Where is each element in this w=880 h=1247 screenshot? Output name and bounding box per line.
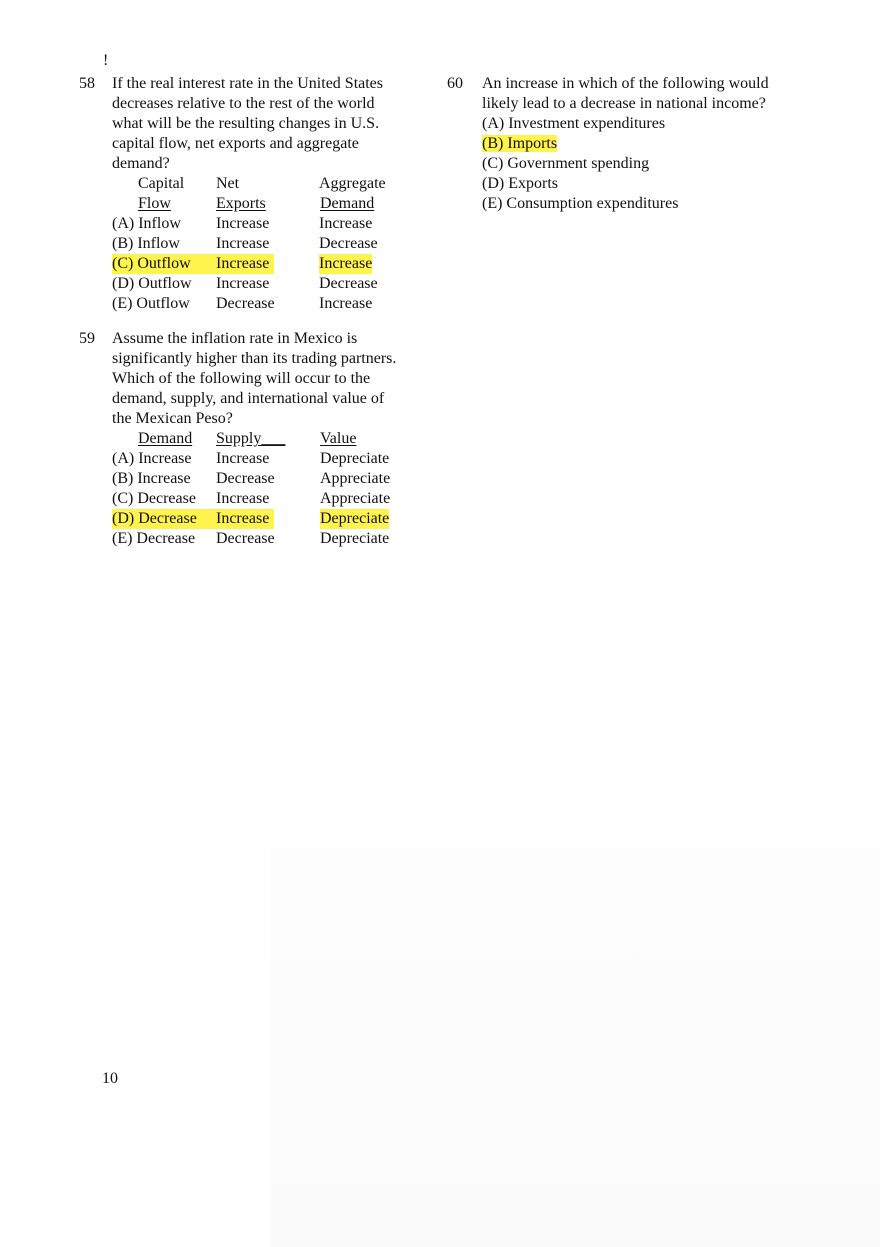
question-59-number: 59 <box>79 330 95 347</box>
answer-option-c-highlighted <box>112 254 412 274</box>
option-label: (C) Outflow <box>112 254 216 274</box>
answer-option-c <box>482 154 678 174</box>
table-header-row <box>112 429 412 449</box>
option-value: Decrease <box>216 295 275 312</box>
option-label: (E) Decrease <box>112 530 196 547</box>
question-58-answer-table <box>112 174 412 314</box>
option-value: Decrease <box>319 275 378 292</box>
option-label: (A) Inflow <box>112 215 181 232</box>
option-text: (A) Investment expenditures <box>482 115 666 132</box>
table-header-row <box>112 174 412 194</box>
question-58-line: decreases relative to the rest of the world <box>112 95 375 112</box>
option-value: Depreciate <box>320 530 390 547</box>
column-header: Exports <box>216 195 266 212</box>
option-value: Depreciate <box>320 510 390 527</box>
option-value: Appreciate <box>320 490 391 507</box>
column-header: Supply___ <box>216 430 286 447</box>
option-value: Increase <box>216 450 270 467</box>
question-60-options <box>482 114 678 214</box>
answer-option-e <box>112 294 412 314</box>
question-59-text <box>112 329 396 429</box>
answer-option-a <box>482 114 678 134</box>
column-header: Demand <box>138 430 193 447</box>
question-58-number: 58 <box>79 75 95 92</box>
option-label: (B) Inflow <box>112 235 180 252</box>
answer-option-a <box>112 449 412 469</box>
option-label: (D) Decrease <box>112 509 216 529</box>
page-marker: ! <box>103 52 109 69</box>
column-header: Aggregate <box>319 175 386 192</box>
option-value: Increase <box>216 509 274 529</box>
option-value: Increase <box>319 215 373 232</box>
question-58-line: If the real interest rate in the United States <box>112 75 384 92</box>
option-text: (C) Government spending <box>482 155 650 172</box>
question-60-text <box>482 74 769 114</box>
option-value: Decrease <box>216 470 275 487</box>
option-label: (C) Decrease <box>112 490 196 507</box>
option-value: Depreciate <box>320 450 390 467</box>
answer-option-b <box>112 469 412 489</box>
answer-option-e <box>112 529 412 549</box>
answer-option-e <box>482 194 678 214</box>
question-59-line: Which of the following will occur to the <box>112 370 371 387</box>
option-text: (B) Imports <box>482 135 558 152</box>
question-60-line: An increase in which of the following would <box>482 75 769 92</box>
column-header: Flow <box>138 195 171 212</box>
option-value: Increase <box>319 255 373 272</box>
option-value: Increase <box>216 275 270 292</box>
question-59-answer-table <box>112 429 412 549</box>
question-60-number: 60 <box>447 75 463 92</box>
question-58-line: what will be the resulting changes in U.S. <box>112 115 380 132</box>
column-header: Value <box>320 430 357 447</box>
question-59-line: Assume the inflation rate in Mexico is <box>112 330 358 347</box>
question-58-text <box>112 74 383 174</box>
answer-option-a <box>112 214 412 234</box>
answer-option-d <box>482 174 678 194</box>
option-value: Increase <box>216 254 274 274</box>
option-label: (D) Outflow <box>112 275 192 292</box>
question-59-line: significantly higher than its trading partners. <box>112 350 397 367</box>
option-value: Appreciate <box>320 470 391 487</box>
answer-option-b <box>112 234 412 254</box>
question-59-line: demand, supply, and international value of <box>112 390 385 407</box>
column-header: Net <box>216 175 240 192</box>
answer-option-d <box>112 274 412 294</box>
option-text: (D) Exports <box>482 175 558 192</box>
answer-option-d-highlighted <box>112 509 412 529</box>
column-header: Demand <box>320 195 375 212</box>
option-value: Decrease <box>319 235 378 252</box>
option-text: (E) Consumption expenditures <box>482 195 679 212</box>
option-value: Increase <box>216 215 270 232</box>
option-value: Increase <box>319 295 373 312</box>
page-shading <box>270 560 880 1247</box>
page-number: 10 <box>102 1070 118 1087</box>
question-59-line: the Mexican Peso? <box>112 410 233 427</box>
question-60-line: likely lead to a decrease in national income? <box>482 95 766 112</box>
option-value: Increase <box>216 490 270 507</box>
question-58-line: capital flow, net exports and aggregate <box>112 135 359 152</box>
answer-option-c <box>112 489 412 509</box>
answer-option-b-highlighted <box>482 134 678 154</box>
option-label: (A) Increase <box>112 450 192 467</box>
option-label: (E) Outflow <box>112 295 190 312</box>
question-58-line: demand? <box>112 155 170 172</box>
column-header: Capital <box>138 175 185 192</box>
table-header-row <box>112 194 412 214</box>
option-label: (B) Increase <box>112 470 191 487</box>
option-value: Increase <box>216 235 270 252</box>
option-value: Decrease <box>216 530 275 547</box>
